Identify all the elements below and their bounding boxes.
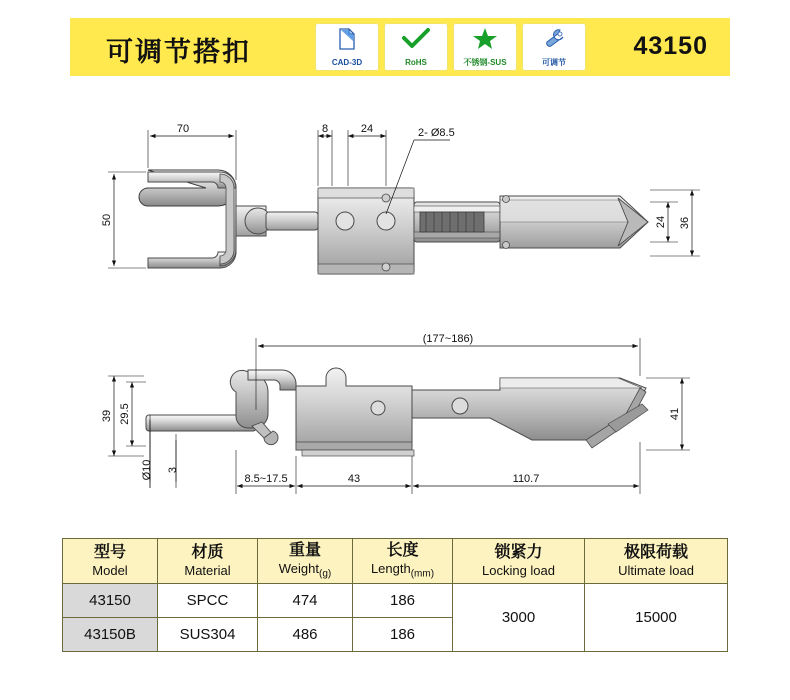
header-ultimate-load <box>585 539 728 584</box>
dim-24: 24 <box>360 123 374 135</box>
header-banner <box>60 18 730 76</box>
stainless-badge-label: 不锈钢-SUS <box>463 58 507 67</box>
header-model-en: Model <box>92 562 128 578</box>
header-length-unit: (mm) <box>410 568 435 580</box>
header-locking-load-en: Locking load <box>482 562 555 578</box>
star-icon <box>453 26 517 51</box>
dim-dia10: Ø10 <box>141 459 153 481</box>
cell-ultimate-load: 15000 <box>585 584 728 652</box>
cell-weight-1: 474 <box>258 584 353 618</box>
rohs-badge[interactable] <box>384 23 448 71</box>
header-length <box>353 539 453 584</box>
header-model <box>63 539 158 584</box>
cell-material-1: SPCC <box>158 584 258 618</box>
rohs-badge-label: RoHS <box>405 58 427 67</box>
dim-39: 39 <box>101 409 113 423</box>
model-code: 43150 <box>633 32 708 60</box>
dim-29-5: 29.5 <box>119 403 131 425</box>
header-model-cn: 型号 <box>93 543 126 561</box>
dim-70: 70 <box>176 123 190 135</box>
header-weight-unit: (g) <box>319 568 332 580</box>
table-header-row <box>63 539 728 584</box>
page-title: 可调节搭扣 <box>106 37 251 67</box>
dim-110-7: 110.7 <box>512 473 540 485</box>
dim-41: 41 <box>669 407 681 421</box>
top-view-latch-body <box>414 196 648 249</box>
dim-hole-note: 2- Ø8.5 <box>418 127 455 139</box>
cell-model-2: 43150B <box>63 618 158 652</box>
dim-overall: (177~186) <box>422 333 474 345</box>
wrench-icon <box>522 26 586 51</box>
top-view-hook <box>139 170 318 268</box>
cell-material-2: SUS304 <box>158 618 258 652</box>
cad-3d-badge[interactable] <box>315 23 379 71</box>
dim-8-5-17-5: 8.5~17.5 <box>244 473 288 485</box>
header-left-accent <box>60 18 70 76</box>
header-locking-load-cn: 锁紧力 <box>494 543 543 561</box>
header-ultimate-load-cn: 极限荷载 <box>623 543 688 561</box>
table-row <box>63 584 728 618</box>
dim-24-right: 24 <box>655 215 667 229</box>
header-material-en: Material <box>184 562 231 578</box>
check-icon <box>384 26 448 51</box>
cell-length-2: 186 <box>353 618 453 652</box>
top-view-base-plate <box>318 188 414 274</box>
header-weight <box>258 539 353 584</box>
header-ultimate-load-en: Ultimate load <box>618 562 694 578</box>
cell-weight-2: 486 <box>258 618 353 652</box>
spec-table <box>62 538 728 652</box>
header-material <box>158 539 258 584</box>
technical-drawing <box>0 90 790 520</box>
header-weight-en: Weight$_{(g)}$ <box>278 560 332 580</box>
cell-model-1: 43150 <box>63 584 158 618</box>
badge-group <box>315 23 655 73</box>
header-length-en: Length$_{(mm)}$ <box>370 560 435 580</box>
cad-3d-badge-label: CAD-3D <box>331 58 363 67</box>
cell-length-1: 186 <box>353 584 453 618</box>
stainless-badge[interactable] <box>453 23 517 71</box>
adjustable-badge-label: 可调节 <box>542 58 566 67</box>
dim-36: 36 <box>679 216 691 230</box>
document-icon <box>315 26 379 51</box>
cell-locking-load: 3000 <box>453 584 585 652</box>
header-material-cn: 材质 <box>191 543 224 561</box>
dim-50: 50 <box>101 213 113 227</box>
header-length-cn: 长度 <box>386 541 419 559</box>
side-view-part <box>146 368 648 456</box>
header-weight-cn: 重量 <box>288 541 321 559</box>
dim-43: 43 <box>347 473 361 485</box>
dim-3: 3 <box>167 466 179 474</box>
adjustable-badge[interactable] <box>522 23 586 71</box>
dim-8: 8 <box>321 123 329 135</box>
header-locking-load <box>453 539 585 584</box>
